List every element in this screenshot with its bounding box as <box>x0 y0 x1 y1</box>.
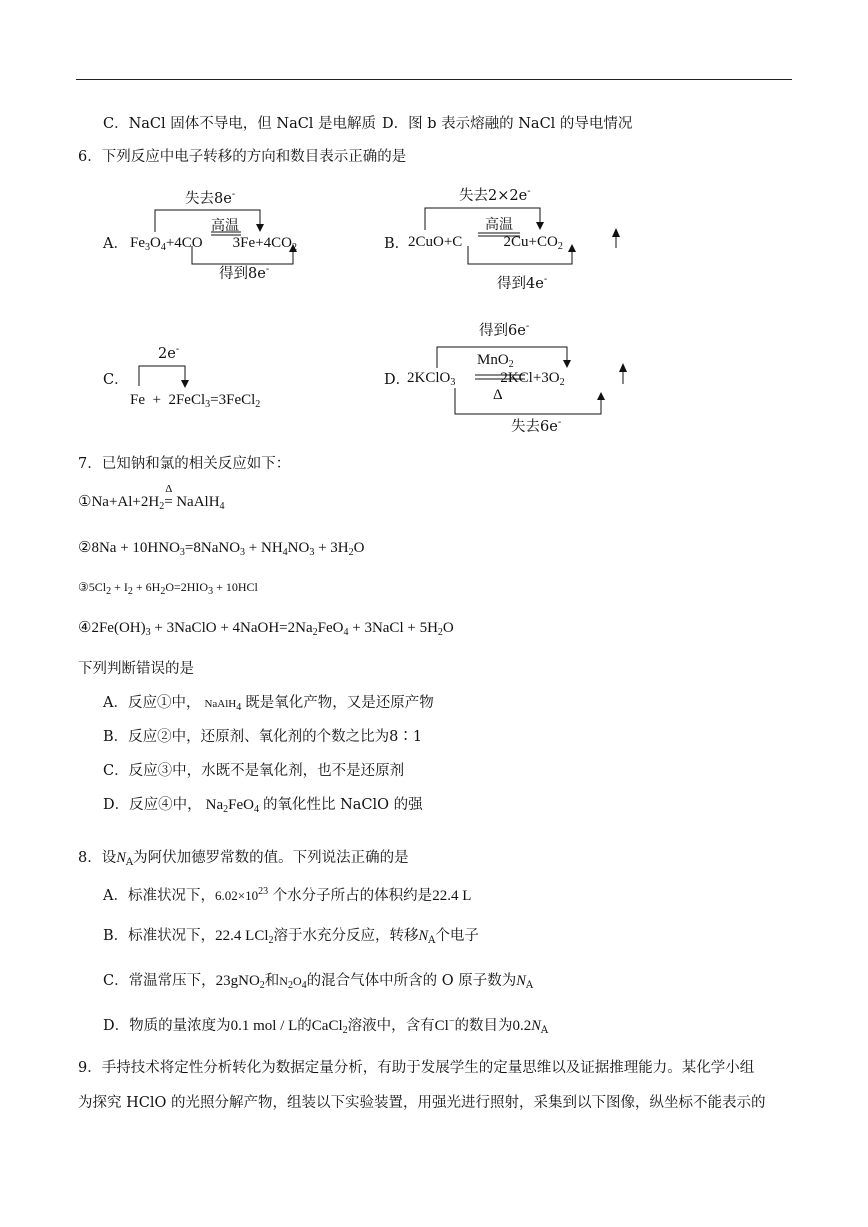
q7-option-d: D．反应④中， $Na_2FeO_4$ 的氧化性比 NaClO 的强 <box>103 797 423 815</box>
q7-reaction-3: $③5Cl_2 + I_2 + 6H_2O=2HIO_3 + 10HCl$ <box>78 580 258 597</box>
q8-stem: 8．设$N_A$为阿伏加德罗常数的值。下列说法正确的是 <box>78 850 409 868</box>
q6-b-bottom-label: 得到4e <box>497 276 544 292</box>
q6-b-top-label: 失去2×2e <box>459 188 528 204</box>
q7-option-a: A．反应①中， NaAlH$_4$ 既是氧化产物，又是还原产物 <box>103 695 434 713</box>
q6-stem: 6．下列反应中电子转移的方向和数目表示正确的是 <box>78 149 407 165</box>
q6-option-a-label: A． <box>103 236 128 252</box>
q6-a-diagram: 失去8e- 高温 $Fe_3O_4+4CO$ $3Fe+4CO_2$ 得到8e- <box>130 189 297 282</box>
q6-d-equation: 2KClO$_3$ $2KCl+3O_2$ <box>407 370 565 388</box>
q6-d-top-label: 得到6e <box>479 323 526 339</box>
q7-stem: 7．已知钠和氯的相关反应如下： <box>78 456 291 472</box>
q6-a-top-label: 失去8e <box>185 191 232 207</box>
q7-reaction-4: $④2Fe(OH)_3$ + 3NaClO + $4NaOH=2Na_2FeO_4$ + 3NaCl + $5H_2O$ <box>78 620 454 638</box>
q7-option-b: B．反应②中，还原剂、氧化剂的个数之比为8∶1 <box>103 729 423 745</box>
q7-ask: 下列判断错误的是 <box>78 661 194 677</box>
q6-option-b-label: B． <box>384 236 410 252</box>
q6-c-top-label: 2e <box>158 346 176 362</box>
q5-option-d: D．图 b 表示熔融的 NaCl 的导电情况 <box>382 116 633 132</box>
q6-d-diagram: 得到6e- MnO$_2$ 2KClO$_3$ $2KCl+3O_2$ Δ 失去6e- <box>405 318 645 443</box>
q9-line-1: 9．手持技术将定性分析转化为数据定量分析，有助于发展学生的定量思维以及证据推理能力。某化学小组 <box>78 1060 755 1076</box>
q8-option-a: A．标准状况下，$6.02\times 10^{23}$ 个水分子所占的体积约是22.4 L <box>103 886 472 904</box>
q9-line-2: 为探究 HClO 的光照分解产物，组装以下实验装置，用强光进行照射，采集到以下图像，纵坐标不能表示的 <box>78 1095 766 1111</box>
q6-a-bottom-label: 得到8e <box>219 266 266 282</box>
q6-d-heat: Δ <box>493 387 503 403</box>
q7-reaction-2: ②8Na + $10HNO_3=8NaNO_3 + NH_4NO_3 + 3H_2O$ <box>78 540 365 558</box>
q6-option-c-label: C． <box>103 372 129 388</box>
q7-reaction-1: $①Na+Al+2H_2$ Δ = NaAlH$_4$ <box>78 483 225 512</box>
q8-option-c: C．常温常压下，23gNO$_2$和$N_2O_4$的混合气体中所含的 O 原子数为$N_A$ <box>103 973 534 991</box>
q6-option-d-label: D． <box>384 372 411 388</box>
q5-option-c: C．NaCl 固体不导电，但 NaCl 是电解质 <box>103 116 377 132</box>
q6-a-equation: $Fe_3O_4+4CO$ $3Fe+4CO_2$ <box>130 235 297 253</box>
q6-d-bottom-label: 失去6e <box>511 419 558 435</box>
q6-a-condition: 高温 <box>211 218 239 234</box>
q6-d-catalyst: MnO$_2$ <box>477 352 514 370</box>
q6-c-equation: Fe + 2FeCl$_3$=3FeCl$_2$ <box>130 392 261 410</box>
q6-c-diagram: 2e- Fe + 2FeCl$_3$=3FeCl$_2$ <box>130 344 261 410</box>
q6-b-equation: 2CuO+C $2Cu+CO_2$ <box>408 234 563 252</box>
q8-option-d: D．物质的量浓度为0.1 mol / L的CaCl$_2$溶液中，含有Cl−的数目为$0.2N_A$ <box>103 1016 549 1036</box>
q6-b-diagram: 失去2×2e- 高温 2CuO+C $2Cu+CO_2$ 得到4e- <box>405 186 645 296</box>
q8-option-b: B．标准状况下，22.4 LCl$_2$溶于水充分反应，转移$N_A$个电子 <box>103 928 479 946</box>
header-rule <box>76 79 792 80</box>
q7-option-c: C．反应③中，水既不是氧化剂，也不是还原剂 <box>103 763 405 779</box>
q6-b-condition: 高温 <box>485 217 513 233</box>
